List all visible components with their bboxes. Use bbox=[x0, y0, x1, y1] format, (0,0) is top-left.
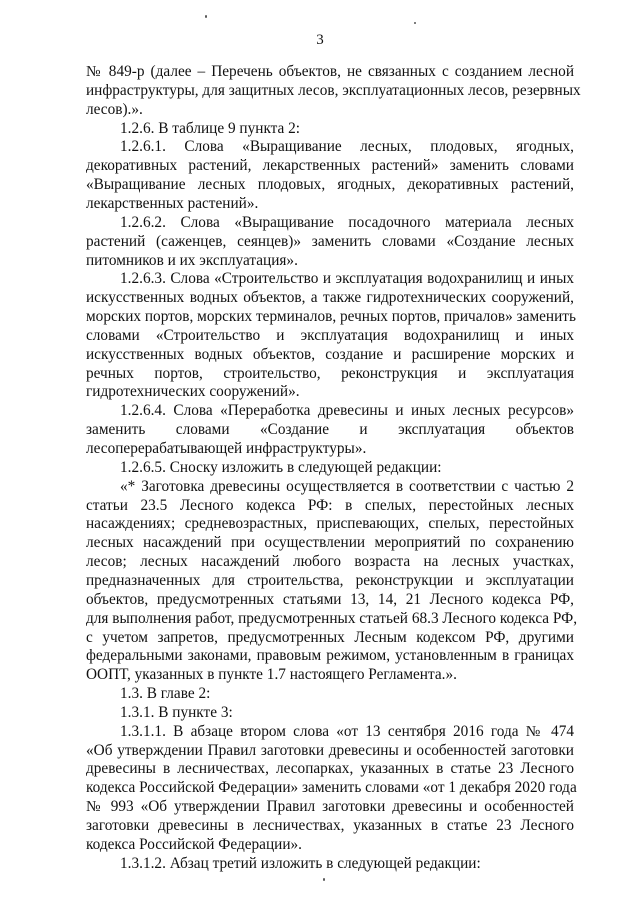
text-line: для выполнения работ, предусмотренных статьей 68.3 Лесного кодекса РФ, bbox=[86, 609, 578, 627]
text-line: 1.3.1.1. В абзаце втором слова «от 13 сентября 2016 года № 474 bbox=[120, 722, 574, 740]
text-line: лесных насаждений при осуществлении мероприятий по сохранению bbox=[86, 534, 574, 552]
text-line: 1.2.6. В таблице 9 пункта 2: bbox=[120, 119, 301, 137]
page-number: 3 bbox=[316, 32, 324, 48]
text-line: инфраструктуры, для защитных лесов, эксплуатационных лесов, резервных bbox=[86, 81, 581, 99]
text-line: 1.2.6.4. Слова «Переработка древесины и иных лесных ресурсов» bbox=[120, 402, 574, 420]
scan-speck bbox=[205, 15, 207, 18]
text-line: № 849-р (далее – Перечень объектов, не связанных с созданием лесной bbox=[86, 63, 574, 80]
text-line: насаждениях; средневозрастных, приспевающих, спелых, перестойных bbox=[86, 515, 574, 533]
text-line: растений (саженцев, сеянцев)» заменить словами «Создание лесных bbox=[86, 232, 574, 250]
text-line: с учетом запретов, предусмотренных Лесным кодексом РФ, другими bbox=[86, 628, 574, 646]
text-line: заменить словами «Создание и эксплуатация объектов bbox=[86, 421, 574, 439]
text-line: заготовки древесины в лесничествах, указанных в статье 23 Лесного bbox=[86, 817, 574, 834]
text-line: «* Заготовка древесины осуществляется в соответствии с частью 2 bbox=[120, 477, 574, 495]
text-line: 1.3.1.2. Абзац третий изложить в следующей редакции: bbox=[120, 854, 481, 872]
text-line: словами «Строительство и эксплуатация водохранилищ и иных bbox=[86, 326, 574, 344]
text-line: лесоперерабатывающей инфраструктуры». bbox=[86, 440, 367, 457]
text-line: декоративных растений, лекарственных растений» заменить словами bbox=[86, 157, 574, 175]
text-line: предназначенных для строительства, реконструкции и эксплуатации bbox=[86, 571, 574, 589]
scan-speck bbox=[414, 22, 416, 24]
text-line: 1.2.6.2. Слова «Выращивание посадочного материала лесных bbox=[120, 213, 574, 231]
text-line: статьи 23.5 Лесного кодекса РФ: в спелых, перестойных лесных bbox=[86, 496, 574, 514]
text-line: речных портов, строительство, реконструкция и эксплуатация bbox=[86, 364, 574, 382]
text-line: федеральными законами, правовым режимом, установленным в границах bbox=[86, 647, 574, 665]
text-line: 1.2.6.5. Сноску изложить в следующей редакции: bbox=[120, 458, 442, 476]
scan-speck bbox=[323, 878, 325, 881]
text-line: «Выращивание лесных плодовых, ягодных, декоративных растений, bbox=[86, 176, 574, 194]
text-line: кодекса Российской Федерации». bbox=[86, 835, 303, 853]
text-line: ООПТ, указанных в пункте 1.7 настоящего Регламента.». bbox=[86, 666, 457, 684]
text-line: № 993 «Об утверждении Правил заготовки древесины и особенностей bbox=[86, 798, 574, 816]
text-line: древесины в лесничествах, лесопарках, указанных в статье 23 Лесного bbox=[86, 760, 574, 778]
text-line: 1.2.6.1. Слова «Выращивание лесных, плодовых, ягодных, bbox=[120, 138, 574, 156]
text-line: лекарственных растений». bbox=[86, 194, 259, 212]
text-line: 1.2.6.3. Слова «Строительство и эксплуатация водохранилищ и иных bbox=[120, 270, 574, 288]
text-line: лесов).». bbox=[86, 100, 143, 118]
text-line: гидротехнических сооружений». bbox=[86, 383, 300, 401]
text-line: искусственных водных объектов, а также гидротехнических сооружений, bbox=[86, 289, 574, 307]
text-line: морских портов, морских терминалов, речных портов, причалов» заменить bbox=[86, 308, 576, 326]
text-line: питомников и их эксплуатация». bbox=[86, 251, 298, 269]
text-line: 1.3. В главе 2: bbox=[120, 685, 211, 703]
text-line: лесов; лесных насаждений любого возраста на лесных участках, bbox=[86, 553, 574, 571]
text-line: 1.3.1. В пункте 3: bbox=[120, 703, 233, 721]
text-line: «Об утверждении Правил заготовки древесины и особенностей заготовки bbox=[86, 741, 574, 759]
text-line: кодекса Российской Федерации» заменить словами «от 1 декабря 2020 года bbox=[86, 779, 577, 797]
text-line: искусственных водных объектов, создание и расширение морских и bbox=[86, 345, 574, 363]
text-line: объектов, предусмотренных статьями 13, 14, 21 Лесного кодекса РФ, bbox=[86, 590, 574, 608]
